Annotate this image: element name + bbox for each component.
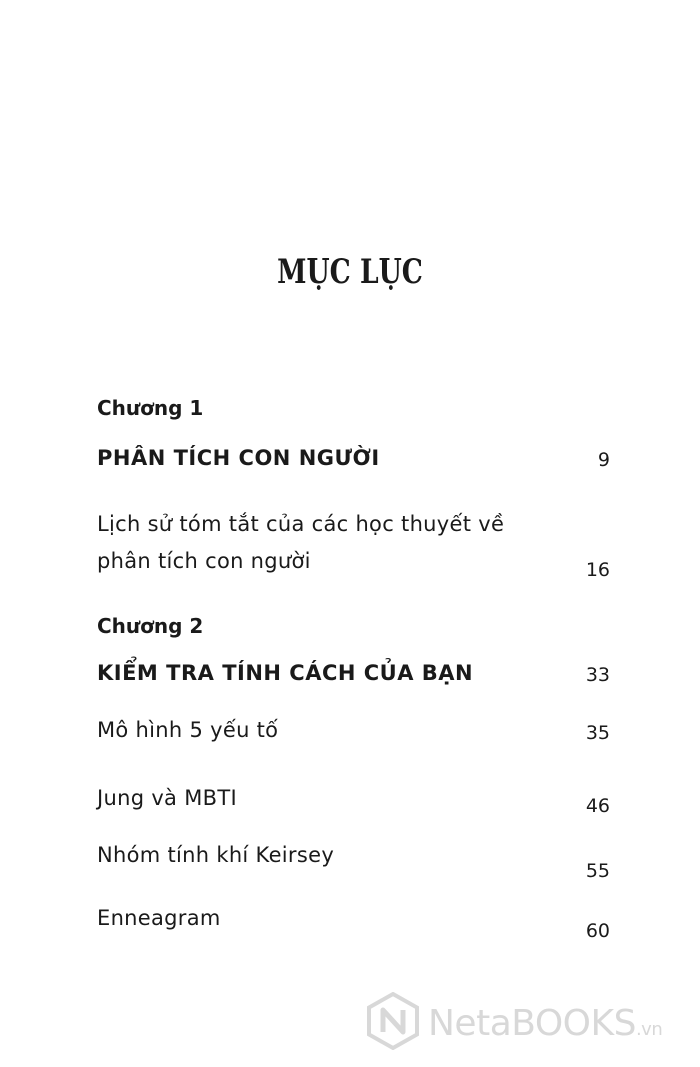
chapter-2-label: Chương 2	[97, 614, 204, 638]
toc-entry-keirsey-page: 55	[585, 860, 610, 882]
toc-entry-five-factor: Mô hình 5 yếu tố	[97, 718, 279, 742]
chapter-1-label: Chương 1	[97, 396, 204, 420]
watermark-suffix: .vn	[635, 1018, 663, 1040]
toc-entry-history-line-2: phân tích con người	[97, 549, 311, 573]
chapter-2-page: 33	[585, 664, 610, 686]
toc-entry-history-line-1: Lịch sử tóm tắt của các học thuyết về	[97, 512, 505, 536]
toc-entry-keirsey: Nhóm tính khí Keirsey	[97, 843, 335, 867]
chapter-1-page: 9	[597, 449, 610, 471]
toc-entry-enneagram-page: 60	[585, 920, 610, 942]
watermark-brand: NetaBOOKS.vn	[428, 1002, 663, 1044]
chapter-2-title: KIỂM TRA TÍNH CÁCH CỦA BẠN	[97, 661, 474, 685]
n-logo-icon	[366, 992, 420, 1054]
toc-entry-enneagram: Enneagram	[97, 906, 221, 930]
toc-entry-jung-mbti: Jung và MBTI	[97, 786, 237, 810]
page-title: MỤC LỤC	[277, 252, 423, 292]
toc-entry-five-factor-page: 35	[585, 722, 610, 744]
toc-entry-history-page: 16	[585, 559, 610, 581]
chapter-1-title: PHÂN TÍCH CON NGƯỜI	[97, 446, 380, 470]
toc-entry-jung-mbti-page: 46	[585, 795, 610, 817]
watermark	[366, 993, 662, 1053]
toc-entry-history	[97, 506, 504, 580]
